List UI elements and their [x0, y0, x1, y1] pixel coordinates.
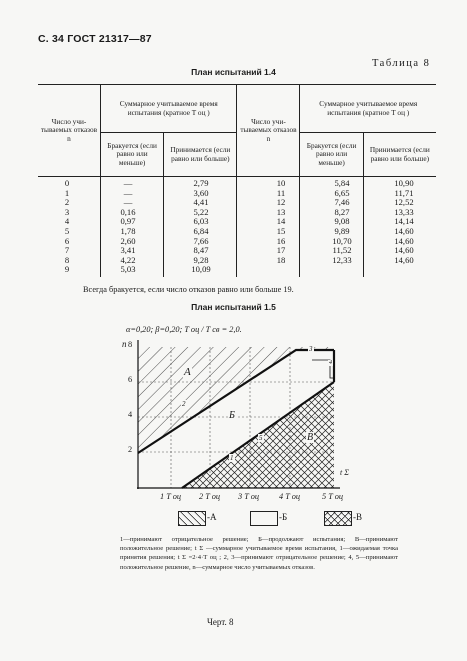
figure-caption: Черт. 8 [207, 617, 234, 627]
plan-1-4-title: План испытаний 1.4 [191, 67, 276, 77]
table-cell-n: 9 [64, 264, 70, 275]
x-tick-label: 4 T оц [279, 492, 301, 501]
header-time-right: Суммарное учитываемое время испытания (кратное T оц ) [300, 85, 436, 133]
figure-footnote: 1—принимают отрицательное решение; Б—продолжают испытания; В—принимают положительное решение; t Σ —суммарное учитываемое время испытания, 1—ожидаемая точка принятия решения; t Σ =2·4·T оц ; 2, 3—принимают отрицательное решение; 4, 5—принимают положительное решение, n—суммарное число учитываемых отказов. [120, 536, 398, 571]
table-cell-accept: 14,14 [394, 216, 414, 227]
table-cell-n: 11 [276, 187, 286, 198]
header-n-left: Число учи-тываемых отказов n [38, 85, 101, 177]
table-cell-accept: 6,84 [193, 225, 209, 236]
table-cell-reject: 10,70 [332, 235, 352, 246]
table-cell-n: 12 [276, 197, 286, 208]
legend-b-label: -Б [279, 512, 288, 522]
table-cell-reject: 9,89 [334, 225, 350, 236]
table-cell-accept: 13,33 [394, 206, 414, 217]
x-tick-label: 2 T оц [199, 492, 221, 501]
x-tick-label: 1 T оц [160, 492, 182, 501]
table-cell-reject: 0,97 [120, 216, 136, 227]
table-cell-n: 5 [64, 225, 70, 236]
table-cell-n: 3 [64, 206, 70, 217]
table-cell-reject: 12,33 [332, 254, 352, 265]
table-cell-reject: — [123, 187, 133, 198]
y-axis-label: n [122, 339, 127, 349]
table-cell-reject: — [123, 178, 133, 188]
table-cell-n: 2 [64, 197, 70, 208]
table-cell-n: 17 [276, 245, 286, 256]
table-label: Таблица 8 [372, 58, 431, 69]
legend-a-label: -А [207, 512, 217, 522]
table-cell-reject: 11,52 [332, 245, 352, 256]
table-cell-reject: 4,22 [120, 254, 136, 265]
table-cell-n: 18 [276, 254, 286, 265]
table-cell-reject: 9,08 [334, 216, 350, 227]
y-tick-label: 8 [128, 340, 133, 349]
table-cell-n: 10 [276, 178, 286, 188]
page-header: С. 34 ГОСТ 21317—87 [38, 33, 152, 45]
y-tick-label: 2 [128, 445, 133, 454]
legend-c-label: -В [353, 512, 362, 522]
y-tick-label: 6 [128, 375, 133, 384]
legend-b-swatch [250, 511, 278, 526]
table-cell-reject: 6,65 [334, 187, 350, 198]
table-cell-n: 15 [276, 225, 286, 236]
table-cell-accept: 10,09 [191, 264, 211, 275]
table-cell-n: 8 [64, 254, 70, 265]
y-tick-label: 4 [128, 410, 133, 419]
region-label: 1 [230, 454, 234, 462]
region-label: 4 [329, 360, 332, 366]
table-cell-n: 16 [276, 235, 286, 246]
header-time-left: Суммарное учитываемое время испытания (кратное T оц ) [101, 85, 237, 133]
plan-1-5-title: План испытаний 1.5 [191, 302, 276, 312]
header-accept-left: Принимается (если равно или больше) [164, 133, 237, 177]
table-cell-n: 1 [64, 187, 70, 198]
table-cell-reject: 2,60 [120, 235, 136, 246]
table-cell-accept: 8,47 [193, 245, 209, 256]
table-cell-reject: 1,78 [120, 225, 136, 236]
table-cell-reject: 0,16 [120, 206, 136, 217]
table-cell-accept: 6,03 [193, 216, 209, 227]
table-cell-reject: 7,46 [334, 197, 350, 208]
table-cell-accept: 4,41 [193, 197, 209, 208]
header-reject-left: Бракуется (если равно или меньше) [101, 133, 164, 177]
table-cell-accept: 10,90 [394, 178, 414, 188]
plan-1-5-params: α=0,20; β=0,20; T оц / T св = 2,0. [126, 325, 242, 334]
header-n-right: Число учи-тываемых отказов n [237, 85, 300, 177]
region-label: 5 [259, 434, 263, 442]
table-cell-reject: 5,03 [120, 264, 136, 275]
table-cell-accept: 5,22 [193, 206, 209, 217]
table-cell-reject: — [123, 197, 133, 208]
header-accept-right: Принимается (если равно или больше) [363, 133, 436, 177]
table-cell-accept: 11,71 [394, 187, 414, 198]
table-cell-accept: 7,66 [193, 235, 209, 246]
table-cell-reject: 3,41 [120, 245, 136, 256]
table-cell-n: 7 [64, 245, 70, 256]
table-cell-n: 4 [64, 216, 70, 227]
region-label: В [307, 432, 314, 443]
table-cell-n: 0 [64, 178, 70, 188]
table-cell-accept: 9,28 [193, 254, 209, 265]
header-reject-right: Бракуется (если равно или меньше) [300, 133, 363, 177]
region-label: Б [229, 410, 235, 421]
table-cell-accept: 14,60 [394, 235, 414, 246]
table-cell-accept: 3,60 [193, 187, 209, 198]
x-axis-label: t Σ [340, 468, 349, 477]
x-tick-label: 5 T оц [322, 492, 344, 501]
region-label: 3 [309, 345, 313, 353]
table-cell-n: 6 [64, 235, 70, 246]
legend-a-swatch [178, 511, 206, 526]
table-cell-reject: 5,84 [334, 178, 350, 188]
legend-c-swatch [324, 511, 352, 526]
always-reject-note: Всегда бракуется, если число отказов равно или больше 19. [83, 285, 294, 294]
region-label: А [184, 366, 191, 378]
region-label: 2 [182, 400, 186, 408]
table-cell-n: 13 [276, 206, 286, 217]
table-cell-accept: 14,60 [394, 254, 414, 265]
table-cell-accept: 14,60 [394, 225, 414, 236]
table-cell-accept: 12,52 [394, 197, 414, 208]
table-cell-accept: 14,60 [394, 245, 414, 256]
x-tick-label: 3 T оц [238, 492, 260, 501]
table-cell-reject: 8,27 [334, 206, 350, 217]
table-cell-accept: 2,79 [193, 178, 209, 188]
table-cell-n: 14 [276, 216, 286, 227]
